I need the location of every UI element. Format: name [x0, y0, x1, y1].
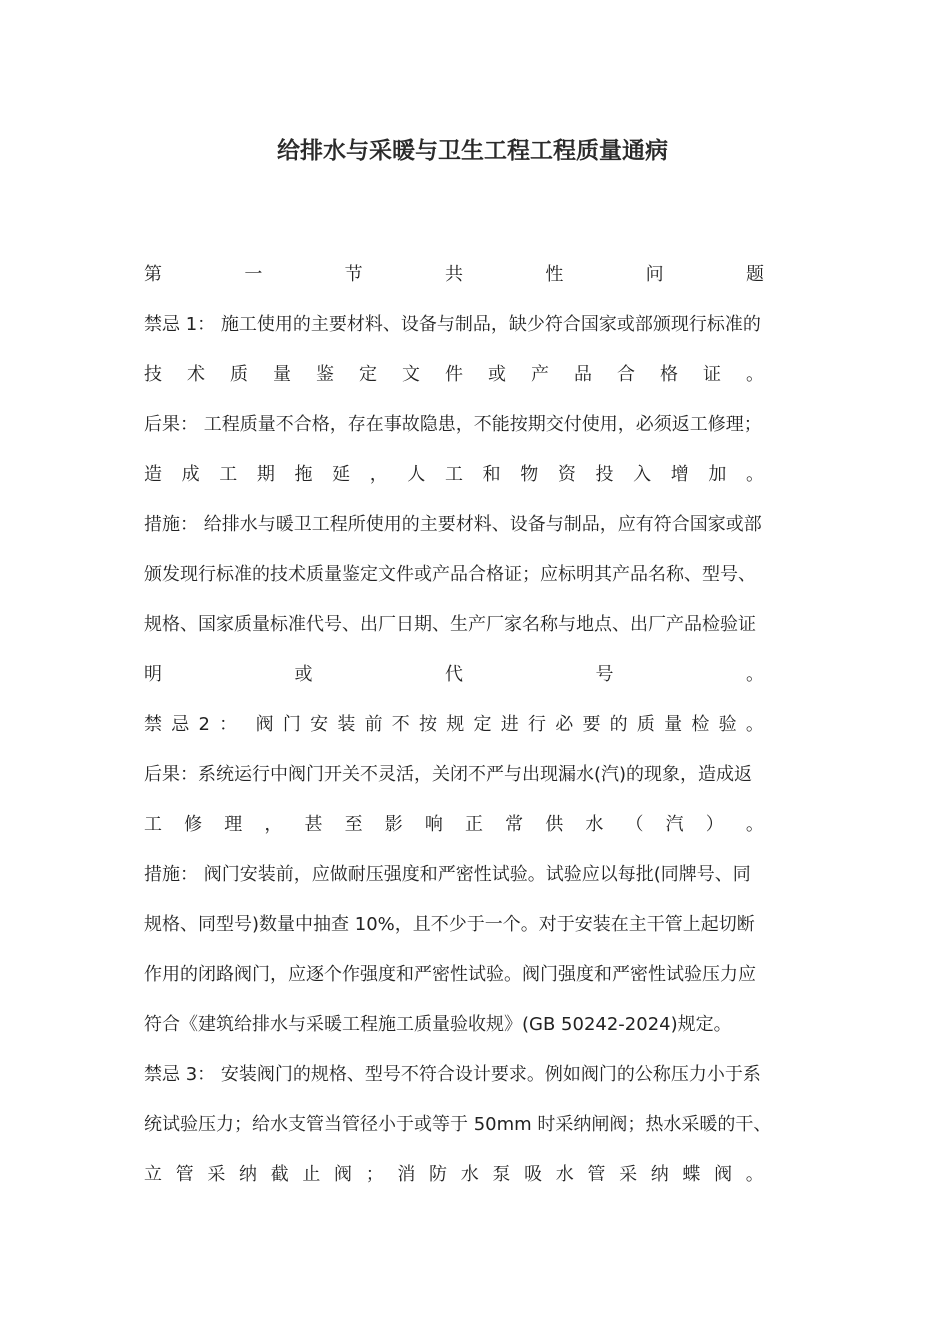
- line-char: 。: [745, 1164, 764, 1185]
- line-char: 工: [445, 464, 463, 485]
- paragraph-line-justified: [144, 650, 764, 700]
- line-char: 截: [270, 1164, 289, 1185]
- line-char: 增: [670, 464, 689, 485]
- line-char: 入: [633, 464, 652, 485]
- line-char: 采: [619, 1164, 638, 1185]
- line-char: 供: [545, 814, 564, 835]
- line-char: 物: [520, 464, 539, 485]
- line-char: 代: [445, 664, 463, 685]
- line-char: 技: [144, 364, 162, 385]
- paragraph-line: 颁发现行标准的技术质量鉴定文件或产品合格证；应标明其产品名称、型号、: [144, 564, 756, 585]
- line-char: 甚: [304, 814, 323, 835]
- line-char: 产: [531, 364, 549, 385]
- line-char: 拖: [294, 464, 313, 485]
- line-char: 至: [344, 814, 363, 835]
- line-char: 禁: [144, 714, 162, 735]
- line-char: 行: [527, 714, 546, 735]
- paragraph-line: 禁忌 3： 安装阀门的规格、型号不符合设计要求。例如阀门的公称压力小于系: [144, 1064, 761, 1085]
- line-char: 2: [198, 714, 210, 735]
- section-heading-char: 共: [444, 264, 463, 285]
- document-title: 给排水与采暖与卫生工程工程质量通病: [277, 138, 668, 164]
- section-heading-char: 一: [244, 264, 263, 285]
- line-char: 格: [660, 364, 678, 385]
- line-char: 造: [144, 464, 162, 485]
- paragraph-line: 作用的闭路阀门，应逐个作强度和严密性试验。阀门强度和严密性试验压力应: [144, 964, 756, 985]
- line-char: 纳: [239, 1164, 258, 1185]
- line-char: 水: [585, 814, 604, 835]
- line-char: ，: [264, 814, 283, 835]
- line-char: 止: [302, 1164, 321, 1185]
- line-char: 明: [144, 664, 162, 685]
- section-heading: [144, 250, 764, 300]
- line-char: 理: [224, 814, 243, 835]
- line-char: 期: [256, 464, 275, 485]
- paragraph-line: 符合《建筑给排水与采暖工程施工质量验收规》(GB 50242-2024)规定。: [144, 1014, 732, 1035]
- line-char: 纳: [650, 1164, 669, 1185]
- line-char: 必: [555, 714, 574, 735]
- line-char: 量: [273, 364, 291, 385]
- line-char: 品: [574, 364, 592, 385]
- line-char: 。: [746, 664, 764, 685]
- line-char: 证: [703, 364, 721, 385]
- line-char: （: [625, 814, 644, 835]
- line-char: ：: [219, 714, 238, 735]
- line-char: ）: [705, 814, 724, 835]
- line-char: 检: [691, 714, 710, 735]
- line-char: 采: [207, 1164, 226, 1185]
- line-char: 规: [446, 714, 465, 735]
- line-char: 不: [391, 714, 410, 735]
- line-char: 工: [144, 814, 162, 835]
- line-char: 或: [294, 664, 313, 685]
- paragraph-line: 后果：系统运行中阀门开关不灵活，关闭不严与出现漏水(汽)的现象，造成返: [144, 764, 753, 785]
- line-char: 。: [746, 464, 764, 485]
- line-char: 文: [402, 364, 420, 385]
- line-char: 装: [337, 714, 356, 735]
- line-char: 忌: [171, 714, 190, 735]
- line-char: 鉴: [316, 364, 334, 385]
- paragraph-line-justified: [144, 450, 764, 500]
- line-char: 人: [407, 464, 426, 485]
- line-char: 加: [708, 464, 727, 485]
- paragraph-line-justified: [144, 800, 764, 850]
- paragraph-line: 统试验压力；给水支管当管径小于或等于 50mm 时采纳闸阀；热水采暖的干、: [144, 1114, 772, 1135]
- document-body: [144, 250, 808, 1200]
- line-char: ；: [365, 1164, 384, 1185]
- line-char: 件: [445, 364, 463, 385]
- line-char: ，: [369, 464, 388, 485]
- line-char: 定: [473, 714, 492, 735]
- line-char: 工: [219, 464, 238, 485]
- line-char: 前: [364, 714, 383, 735]
- line-char: 管: [175, 1164, 194, 1185]
- line-char: 蝶: [682, 1164, 701, 1185]
- line-char: 响: [424, 814, 443, 835]
- line-char: 术: [187, 364, 205, 385]
- line-char: 吸: [524, 1164, 543, 1185]
- paragraph-line: 措施： 阀门安装前，应做耐压强度和严密性试验。试验应以每批(同牌号、同: [144, 864, 751, 885]
- line-char: 正: [465, 814, 483, 835]
- line-char: 或: [488, 364, 506, 385]
- line-char: 合: [617, 364, 635, 385]
- line-char: 按: [419, 714, 438, 735]
- line-char: 阀: [255, 714, 274, 735]
- line-char: 阀: [714, 1164, 733, 1185]
- line-char: 验: [718, 714, 737, 735]
- line-char: 消: [397, 1164, 416, 1185]
- line-char: 修: [184, 814, 203, 835]
- line-char: 质: [636, 714, 655, 735]
- line-char: 。: [745, 814, 764, 835]
- paragraph-line: 措施： 给排水与暖卫工程所使用的主要材料、设备与制品，应有符合国家或部: [144, 514, 762, 535]
- line-char: 。: [745, 714, 764, 735]
- line-char: 延: [332, 464, 351, 485]
- line-char: 汽: [665, 814, 684, 835]
- line-char: 资: [557, 464, 576, 485]
- paragraph-line: 后果： 工程质量不合格，存在事故隐患，不能按期交付使用，必须返工修理；: [144, 414, 762, 435]
- section-heading-char: 第: [144, 264, 162, 285]
- line-char: 定: [359, 364, 377, 385]
- line-char: 安: [310, 714, 329, 735]
- line-char: 常: [505, 814, 524, 835]
- line-char: 号: [595, 664, 614, 685]
- section-heading-char: 节: [344, 264, 363, 285]
- line-char: 进: [500, 714, 519, 735]
- line-char: 水: [460, 1164, 479, 1185]
- paragraph-line: 规格、国家质量标准代号、出厂日期、生产厂家名称与地点、出厂产品检验证: [144, 614, 756, 635]
- line-char: 影: [384, 814, 403, 835]
- section-heading-char: 问: [645, 264, 664, 285]
- line-char: 阀: [334, 1164, 353, 1185]
- line-char: 防: [429, 1164, 448, 1185]
- paragraph-line: 禁忌 1： 施工使用的主要材料、设备与制品，缺少符合国家或部颁现行标准的: [144, 314, 761, 335]
- paragraph-line-justified: [144, 350, 764, 400]
- section-heading-char: 题: [745, 264, 764, 285]
- line-char: 的: [609, 714, 628, 735]
- line-char: 泵: [492, 1164, 511, 1185]
- paragraph-line: 规格、同型号)数量中抽查 10%，且不少于一个。对于安装在主干管上起切断: [144, 914, 755, 935]
- line-char: 门: [282, 714, 301, 735]
- line-char: 要: [582, 714, 601, 735]
- line-char: 立: [144, 1164, 162, 1185]
- line-char: 成: [181, 464, 200, 485]
- paragraph-line-justified: [144, 700, 764, 750]
- line-char: 质: [230, 364, 248, 385]
- line-char: 投: [595, 464, 614, 485]
- line-char: 管: [587, 1164, 606, 1185]
- line-char: 水: [555, 1164, 574, 1185]
- line-char: 和: [482, 464, 501, 485]
- section-heading-char: 性: [545, 264, 564, 285]
- paragraph-line-justified: [144, 1150, 764, 1200]
- line-char: 量: [664, 714, 683, 735]
- line-char: 。: [746, 364, 764, 385]
